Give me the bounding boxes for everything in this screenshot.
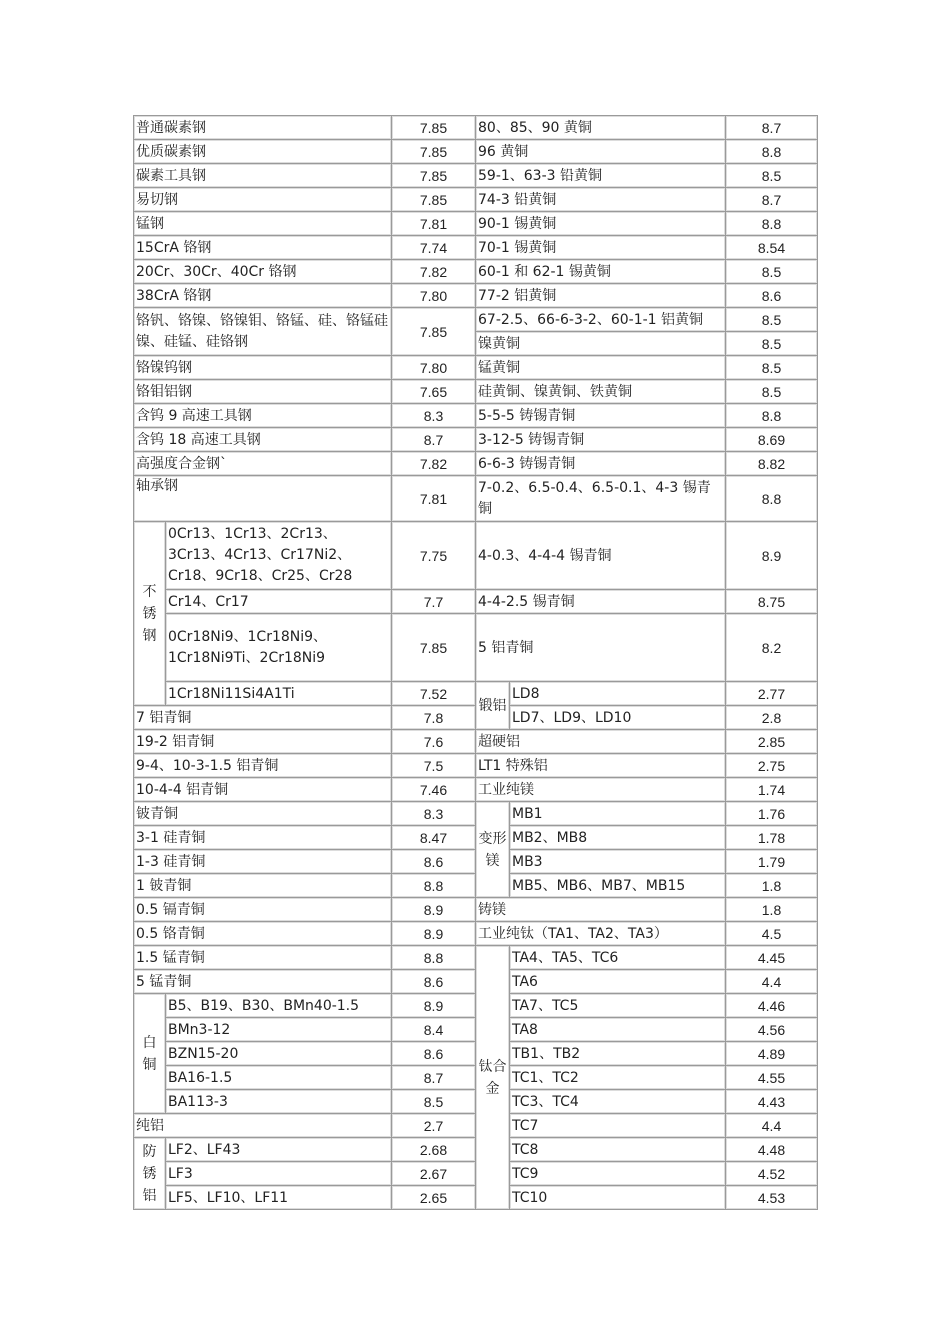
density-value: 4.45 (726, 946, 818, 970)
material-name: 铸镁 (476, 898, 726, 922)
material-name: 10-4-4 铝青铜 (134, 778, 392, 802)
material-name: 7 铝青铜 (134, 706, 392, 730)
material-name: 59-1、63-3 铅黄铜 (476, 164, 726, 188)
density-value: 8.8 (726, 212, 818, 236)
material-name: 1-3 硅青铜 (134, 850, 392, 874)
material-name: 锰钢 (134, 212, 392, 236)
material-name: 轴承钢 (134, 476, 392, 522)
material-name: 4-0.3、4-4-4 锡青铜 (476, 522, 726, 590)
material-name: 9-4、10-3-1.5 铝青铜 (134, 754, 392, 778)
material-name: BA16-1.5 (166, 1066, 392, 1090)
density-value: 7.75 (392, 522, 476, 590)
group-label-rust-proof-aluminum: 防锈铝 (134, 1138, 166, 1210)
group-label-stainless-steel: 不锈钢 (134, 522, 166, 706)
material-name: 工业纯镁 (476, 778, 726, 802)
density-value: 4.5 (726, 922, 818, 946)
density-value: 4.48 (726, 1138, 818, 1162)
material-name: BA113-3 (166, 1090, 392, 1114)
material-name: LF3 (166, 1162, 392, 1186)
group-label-forged-aluminum: 锻铝 (476, 682, 510, 730)
material-name: TC8 (510, 1138, 726, 1162)
material-name: BZN15-20 (166, 1042, 392, 1066)
density-value: 7.7 (392, 590, 476, 614)
density-value: 7.46 (392, 778, 476, 802)
density-value: 1.8 (726, 898, 818, 922)
density-value: 8.2 (726, 614, 818, 682)
material-name: MB1 (510, 802, 726, 826)
material-name: LT1 特殊铝 (476, 754, 726, 778)
group-label-cupronickel: 白铜 (134, 994, 166, 1114)
density-value: 7.82 (392, 260, 476, 284)
material-name: B5、B19、B30、BMn40-1.5 (166, 994, 392, 1018)
material-name: 15CrA 铬钢 (134, 236, 392, 260)
group-label-titanium-alloy: 钛合金 (476, 946, 510, 1210)
material-name: TC3、TC4 (510, 1090, 726, 1114)
material-name: 0.5 镉青铜 (134, 898, 392, 922)
material-name: TC1、TC2 (510, 1066, 726, 1090)
material-name: 7-0.2、6.5-0.4、6.5-0.1、4-3 锡青铜 (476, 476, 726, 522)
density-value: 4.55 (726, 1066, 818, 1090)
density-value: 8.8 (726, 404, 818, 428)
density-value: 8.8 (726, 140, 818, 164)
density-value: 7.82 (392, 452, 476, 476)
group-label-wrought-magnesium: 变形镁 (476, 802, 510, 898)
material-name: 1Cr18Ni11Si4A1Ti (166, 682, 392, 706)
density-value: 1.79 (726, 850, 818, 874)
material-name: 纯铝 (134, 1114, 392, 1138)
material-name: Cr14、Cr17 (166, 590, 392, 614)
material-name: 67-2.5、66-6-3-2、60-1-1 铝黄铜 (476, 308, 726, 332)
density-value: 8.9 (392, 898, 476, 922)
density-value: 1.78 (726, 826, 818, 850)
density-value: 7.8 (392, 706, 476, 730)
density-value: 8.7 (392, 1066, 476, 1090)
density-value: 8.8 (392, 946, 476, 970)
material-name: 96 黄铜 (476, 140, 726, 164)
density-value: 8.3 (392, 404, 476, 428)
density-value: 4.4 (726, 970, 818, 994)
material-name: TB1、TB2 (510, 1042, 726, 1066)
material-name: 80、85、90 黄铜 (476, 116, 726, 140)
density-value: 7.85 (392, 140, 476, 164)
material-name: LD7、LD9、LD10 (510, 706, 726, 730)
material-name: 5-5-5 铸锡青铜 (476, 404, 726, 428)
material-name: 锰黄铜 (476, 356, 726, 380)
material-name: 19-2 铝青铜 (134, 730, 392, 754)
density-value: 8.7 (392, 428, 476, 452)
material-name: LF5、LF10、LF11 (166, 1186, 392, 1210)
density-value: 8.5 (726, 260, 818, 284)
density-value: 4.52 (726, 1162, 818, 1186)
density-value: 8.7 (726, 188, 818, 212)
material-name: TC7 (510, 1114, 726, 1138)
density-value: 2.77 (726, 682, 818, 706)
material-name: LF2、LF43 (166, 1138, 392, 1162)
material-name: 铬钒、铬镍、铬镍钼、铬锰、硅、铬锰硅镍、硅锰、硅铬钢 (134, 308, 392, 356)
material-name: 铬钼铝钢 (134, 380, 392, 404)
density-value: 1.76 (726, 802, 818, 826)
density-value: 8.6 (392, 1042, 476, 1066)
density-value: 2.68 (392, 1138, 476, 1162)
material-name: 70-1 锡黄铜 (476, 236, 726, 260)
density-value: 8.5 (726, 332, 818, 356)
density-value: 4.46 (726, 994, 818, 1018)
density-value: 8.5 (726, 308, 818, 332)
density-value: 2.85 (726, 730, 818, 754)
density-value: 7.85 (392, 614, 476, 682)
material-name: TA8 (510, 1018, 726, 1042)
density-value: 8.82 (726, 452, 818, 476)
material-name: MB2、MB8 (510, 826, 726, 850)
material-name: TC9 (510, 1162, 726, 1186)
material-name: 1.5 锰青铜 (134, 946, 392, 970)
material-name: BMn3-12 (166, 1018, 392, 1042)
material-name: 74-3 铅黄铜 (476, 188, 726, 212)
density-value: 4.53 (726, 1186, 818, 1210)
density-value: 1.74 (726, 778, 818, 802)
density-value: 7.85 (392, 164, 476, 188)
material-name: MB3 (510, 850, 726, 874)
density-value: 2.65 (392, 1186, 476, 1210)
material-name: 38CrA 铬钢 (134, 284, 392, 308)
material-name: 1 铍青铜 (134, 874, 392, 898)
density-value: 7.85 (392, 188, 476, 212)
density-value: 7.80 (392, 356, 476, 380)
material-name: TA6 (510, 970, 726, 994)
density-value: 8.3 (392, 802, 476, 826)
density-value: 7.65 (392, 380, 476, 404)
density-value: 7.85 (392, 116, 476, 140)
density-value: 8.9 (392, 994, 476, 1018)
density-value: 7.81 (392, 476, 476, 522)
material-name: 0.5 铬青铜 (134, 922, 392, 946)
material-name: 60-1 和 62-1 锡黄铜 (476, 260, 726, 284)
material-name: 碳素工具钢 (134, 164, 392, 188)
material-name: 易切钢 (134, 188, 392, 212)
density-value: 2.67 (392, 1162, 476, 1186)
density-value: 2.8 (726, 706, 818, 730)
material-name: 3-1 硅青铜 (134, 826, 392, 850)
density-value: 8.5 (726, 164, 818, 188)
density-value: 7.52 (392, 682, 476, 706)
density-value: 8.5 (392, 1090, 476, 1114)
density-value: 4.56 (726, 1018, 818, 1042)
material-name: 铬镍钨钢 (134, 356, 392, 380)
density-value: 8.6 (726, 284, 818, 308)
density-value: 1.8 (726, 874, 818, 898)
density-value: 8.9 (726, 522, 818, 590)
material-name: TA7、TC5 (510, 994, 726, 1018)
density-value: 8.4 (392, 1018, 476, 1042)
material-name: 优质碳素钢 (134, 140, 392, 164)
density-value: 2.7 (392, 1114, 476, 1138)
density-value: 7.74 (392, 236, 476, 260)
density-value: 8.54 (726, 236, 818, 260)
density-value: 8.9 (392, 922, 476, 946)
density-value: 4.4 (726, 1114, 818, 1138)
density-value: 7.85 (392, 308, 476, 356)
density-value: 8.69 (726, 428, 818, 452)
material-name: 镍黄铜 (476, 332, 726, 356)
density-value: 7.5 (392, 754, 476, 778)
material-name: 含钨 9 高速工具钢 (134, 404, 392, 428)
material-name: 0Cr18Ni9、1Cr18Ni9、1Cr18Ni9Ti、2Cr18Ni9 (166, 614, 392, 682)
material-name: 超硬铝 (476, 730, 726, 754)
material-name: 硅黄铜、镍黄铜、铁黄铜 (476, 380, 726, 404)
material-name: 4-4-2.5 锡青铜 (476, 590, 726, 614)
density-value: 7.81 (392, 212, 476, 236)
density-value: 7.6 (392, 730, 476, 754)
density-value: 8.47 (392, 826, 476, 850)
density-value: 8.6 (392, 970, 476, 994)
material-name: TC10 (510, 1186, 726, 1210)
density-table (133, 115, 818, 1210)
density-value: 8.6 (392, 850, 476, 874)
material-name: 工业纯钛（TA1、TA2、TA3） (476, 922, 726, 946)
material-name: 铍青铜 (134, 802, 392, 826)
material-name: 高强度合金钢` (134, 452, 392, 476)
material-name: 20Cr、30Cr、40Cr 铬钢 (134, 260, 392, 284)
material-name: 5 锰青铜 (134, 970, 392, 994)
density-value: 4.89 (726, 1042, 818, 1066)
density-value: 2.75 (726, 754, 818, 778)
density-value: 8.8 (726, 476, 818, 522)
density-value: 8.8 (392, 874, 476, 898)
material-name: 3-12-5 铸锡青铜 (476, 428, 726, 452)
material-name: LD8 (510, 682, 726, 706)
density-value: 8.5 (726, 380, 818, 404)
density-value: 8.75 (726, 590, 818, 614)
material-name: 普通碳素钢 (134, 116, 392, 140)
material-name: 5 铝青铜 (476, 614, 726, 682)
material-name: MB5、MB6、MB7、MB15 (510, 874, 726, 898)
material-name: TA4、TA5、TC6 (510, 946, 726, 970)
density-value: 8.5 (726, 356, 818, 380)
material-name: 90-1 锡黄铜 (476, 212, 726, 236)
density-value: 7.80 (392, 284, 476, 308)
material-name: 77-2 铝黄铜 (476, 284, 726, 308)
material-name: 含钨 18 高速工具钢 (134, 428, 392, 452)
material-name: 6-6-3 铸锡青铜 (476, 452, 726, 476)
density-value: 8.7 (726, 116, 818, 140)
material-name: 0Cr13、1Cr13、2Cr13、3Cr13、4Cr13、Cr17Ni2、Cr18、9Cr18、Cr25、Cr28 (166, 522, 392, 590)
density-value: 4.43 (726, 1090, 818, 1114)
